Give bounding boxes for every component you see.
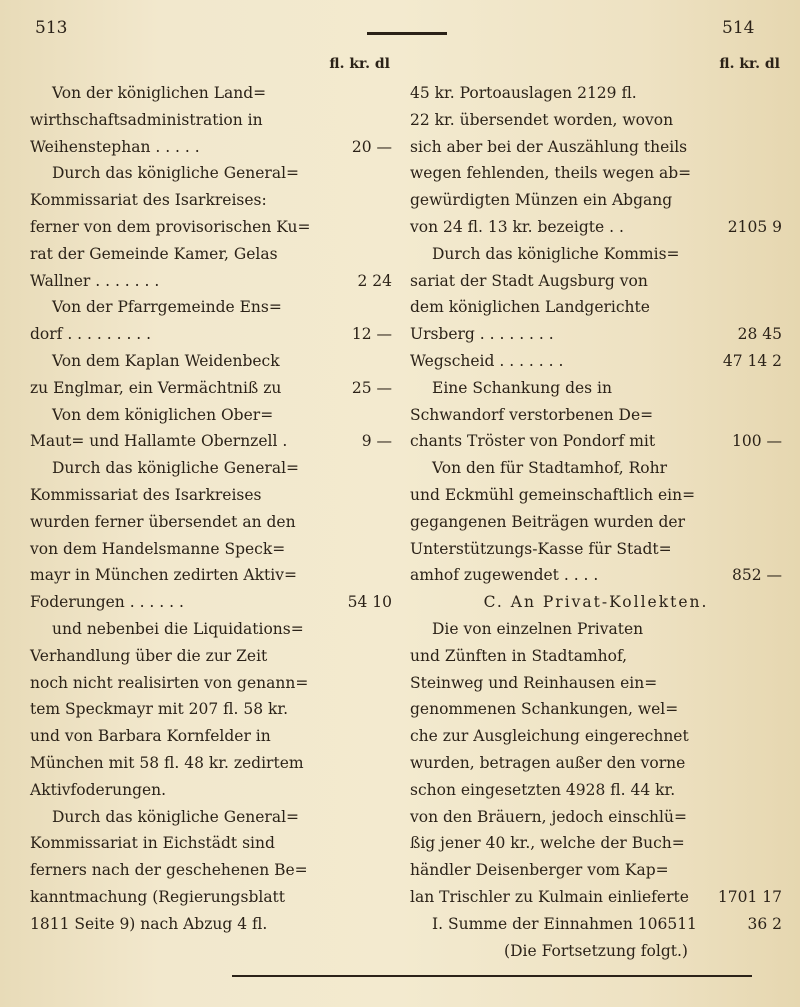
text-line	[410, 160, 782, 187]
text-line	[410, 187, 782, 214]
text-line	[30, 616, 392, 643]
text-line	[410, 214, 782, 241]
line-text: Von der königlichen Land=	[52, 84, 267, 102]
line-text: wurden ferner übersendet an den	[30, 512, 296, 531]
line-amount: 852 —	[731, 566, 782, 585]
line-text: (Die Fortsetzung folgt.)	[504, 941, 688, 960]
text-line	[410, 321, 782, 348]
text-line	[410, 241, 782, 268]
line-text: von dem Handelsmanne Speck=	[30, 539, 286, 558]
line-amount: 9 —	[361, 432, 392, 451]
page-number-left: 513	[35, 18, 68, 38]
text-line	[30, 696, 392, 723]
line-amount: 2105 9	[727, 217, 782, 236]
text-line	[30, 214, 392, 241]
line-text: Von den für Stadtamhof, Rohr	[432, 459, 667, 478]
line-text: Durch das königliche General=	[52, 164, 300, 183]
line-text: Kommissariat in Eichstädt sind	[30, 834, 275, 853]
text-line	[30, 107, 392, 134]
text-line	[410, 670, 782, 697]
line-text: von 24 fl. 13 kr. bezeigte . .	[410, 217, 624, 236]
line-text: mayr in München zedirten Aktiv=	[30, 566, 297, 585]
line-text: Kommissariat des Isarkreises	[30, 485, 262, 504]
right-column	[410, 56, 782, 964]
line-text: und von Barbara Kornfelder in	[30, 727, 271, 746]
line-text: C. An Privat-Kollekten.	[483, 593, 709, 612]
line-text: Durch das königliche General=	[52, 807, 300, 826]
text-line	[30, 428, 392, 455]
line-text: lan Trischler zu Kulmain einlieferte	[410, 887, 689, 906]
text-line	[410, 938, 782, 965]
text-line	[30, 562, 392, 589]
text-line	[30, 375, 392, 402]
text-line	[410, 268, 782, 295]
text-line	[410, 509, 782, 536]
line-text: Wallner . . . . . . .	[30, 271, 160, 290]
line-amount: 36 2	[747, 914, 782, 933]
text-line	[30, 670, 392, 697]
text-line	[410, 294, 782, 321]
text-line	[30, 321, 392, 348]
line-text: Unterstützungs-Kasse für Stadt=	[410, 539, 672, 558]
line-text: sariat der Stadt Augsburg von	[410, 271, 648, 290]
text-line	[30, 187, 392, 214]
text-line	[30, 348, 392, 375]
line-text: 1811 Seite 9) nach Abzug 4 fl.	[30, 914, 268, 933]
text-line	[410, 107, 782, 134]
right-column-lines	[410, 80, 782, 964]
line-text: Eine Schankung des in	[432, 378, 612, 397]
text-line	[30, 134, 392, 161]
line-text: amhof zugewendet . . . .	[410, 566, 599, 585]
line-text: und Eckmühl gemeinschaftlich ein=	[410, 485, 696, 504]
line-text: Wegscheid . . . . . . .	[410, 351, 564, 370]
text-line	[410, 562, 782, 589]
line-text: Von dem königlichen Ober=	[52, 405, 274, 424]
line-text: sich aber bei der Auszählung theils	[410, 137, 688, 156]
footer-rule	[232, 975, 752, 977]
text-line	[30, 509, 392, 536]
line-text: händler Deisenberger vom Kap=	[410, 861, 669, 880]
line-text: tem Speckmayr mit 207 fl. 58 kr.	[30, 700, 289, 719]
line-text: Maut= und Hallamte Obernzell .	[30, 432, 288, 451]
text-line	[410, 482, 782, 509]
text-line	[410, 857, 782, 884]
line-text: I. Summe der Einnahmen 106511	[432, 914, 697, 933]
text-line	[30, 589, 392, 616]
text-line	[410, 804, 782, 831]
line-text: wurden, betragen außer den vorne	[410, 753, 686, 772]
text-line	[30, 268, 392, 295]
text-line	[410, 616, 782, 643]
text-line	[30, 830, 392, 857]
line-text: dem königlichen Landgerichte	[410, 298, 650, 317]
line-text: Aktivfoderungen.	[30, 780, 167, 799]
line-amount: 28 45	[737, 325, 782, 344]
text-line	[30, 402, 392, 429]
line-text: chants Tröster von Pondorf mit	[410, 432, 656, 451]
line-text: Kommissariat des Isarkreises:	[30, 191, 267, 210]
page-number-right: 514	[722, 18, 755, 38]
line-text: Steinweg und Reinhausen ein=	[410, 673, 658, 692]
line-text: ferner von dem provisorischen Ku=	[30, 217, 311, 236]
text-line	[30, 160, 392, 187]
line-text: Durch das königliche General=	[52, 459, 300, 478]
line-text: wegen fehlenden, theils wegen ab=	[410, 164, 692, 183]
line-text: gewürdigten Münzen ein Abgang	[410, 191, 673, 210]
text-line	[30, 804, 392, 831]
text-line	[30, 80, 392, 107]
line-text: von den Bräuern, jedoch einschlü=	[410, 807, 687, 826]
text-line	[30, 294, 392, 321]
line-amount: 2 24	[357, 271, 392, 290]
text-line	[30, 643, 392, 670]
text-line	[410, 696, 782, 723]
line-text: Von dem Kaplan Weidenbeck	[52, 351, 280, 370]
line-text: ßig jener 40 kr., welche der Buch=	[410, 834, 685, 853]
line-text: 22 kr. übersendet worden, wovon	[410, 110, 674, 129]
line-text: rat der Gemeinde Kamer, Gelas	[30, 244, 278, 263]
line-text: Die von einzelnen Privaten	[432, 619, 644, 638]
text-line	[30, 857, 392, 884]
text-line	[30, 455, 392, 482]
text-line	[410, 884, 782, 911]
line-text: noch nicht realisirten von genann=	[30, 673, 309, 692]
currency-header-left: fl. kr. dl	[329, 56, 390, 72]
line-text: kanntmachung (Regierungsblatt	[30, 887, 286, 906]
text-line	[410, 80, 782, 107]
text-line	[410, 536, 782, 563]
text-line	[30, 723, 392, 750]
text-line	[30, 482, 392, 509]
text-line	[410, 428, 782, 455]
line-text: Ursberg . . . . . . . .	[410, 325, 554, 344]
text-line	[410, 911, 782, 938]
line-amount: 25 —	[351, 378, 392, 397]
line-text: und nebenbei die Liquidations=	[52, 619, 304, 638]
line-amount: 100 —	[731, 432, 782, 451]
text-line	[30, 777, 392, 804]
line-text: Foderungen . . . . . .	[30, 593, 184, 612]
line-text: genommenen Schankungen, wel=	[410, 700, 679, 719]
text-line	[410, 750, 782, 777]
text-line	[410, 723, 782, 750]
text-line	[30, 750, 392, 777]
text-line	[30, 536, 392, 563]
line-text: schon eingesetzten 4928 fl. 44 kr.	[410, 780, 676, 799]
text-line	[410, 455, 782, 482]
line-text: 45 kr. Portoauslagen 2129 fl.	[410, 84, 637, 102]
text-line	[30, 911, 392, 938]
text-line	[30, 241, 392, 268]
text-line	[410, 348, 782, 375]
line-text: München mit 58 fl. 48 kr. zedirtem	[30, 753, 304, 772]
line-amount: 1701 17	[717, 887, 782, 906]
text-line	[410, 375, 782, 402]
line-text: Weihenstephan . . . . .	[30, 137, 200, 156]
line-amount: 12 —	[351, 325, 392, 344]
line-text: zu Englmar, ein Vermächtniß zu	[30, 378, 282, 397]
left-column-lines	[30, 80, 392, 938]
text-line	[30, 884, 392, 911]
line-text: Verhandlung über die zur Zeit	[30, 646, 268, 665]
line-text: Durch das königliche Kommis=	[432, 244, 680, 263]
line-text: ferners nach der geschehenen Be=	[30, 861, 308, 880]
line-text: wirthschaftsadministration in	[30, 110, 263, 129]
line-text: Von der Pfarrgemeinde Ens=	[52, 298, 282, 317]
line-amount: 20 —	[351, 137, 392, 156]
line-text: und Zünften in Stadtamhof,	[410, 646, 628, 665]
text-line	[410, 134, 782, 161]
header-rule	[367, 32, 447, 35]
line-amount: 54 10	[347, 593, 392, 612]
text-line	[410, 589, 782, 616]
line-text: gegangenen Beiträgen wurden der	[410, 512, 685, 531]
text-line	[410, 402, 782, 429]
line-text: Schwandorf verstorbenen De=	[410, 405, 654, 424]
text-line	[410, 777, 782, 804]
line-text: che zur Ausgleichung eingerechnet	[410, 727, 689, 746]
left-column	[30, 56, 392, 938]
line-amount: 47 14 2	[722, 351, 782, 370]
text-line	[410, 830, 782, 857]
line-text: dorf . . . . . . . . .	[30, 325, 152, 344]
text-line	[410, 643, 782, 670]
currency-header-right: fl. kr. dl	[719, 56, 780, 72]
